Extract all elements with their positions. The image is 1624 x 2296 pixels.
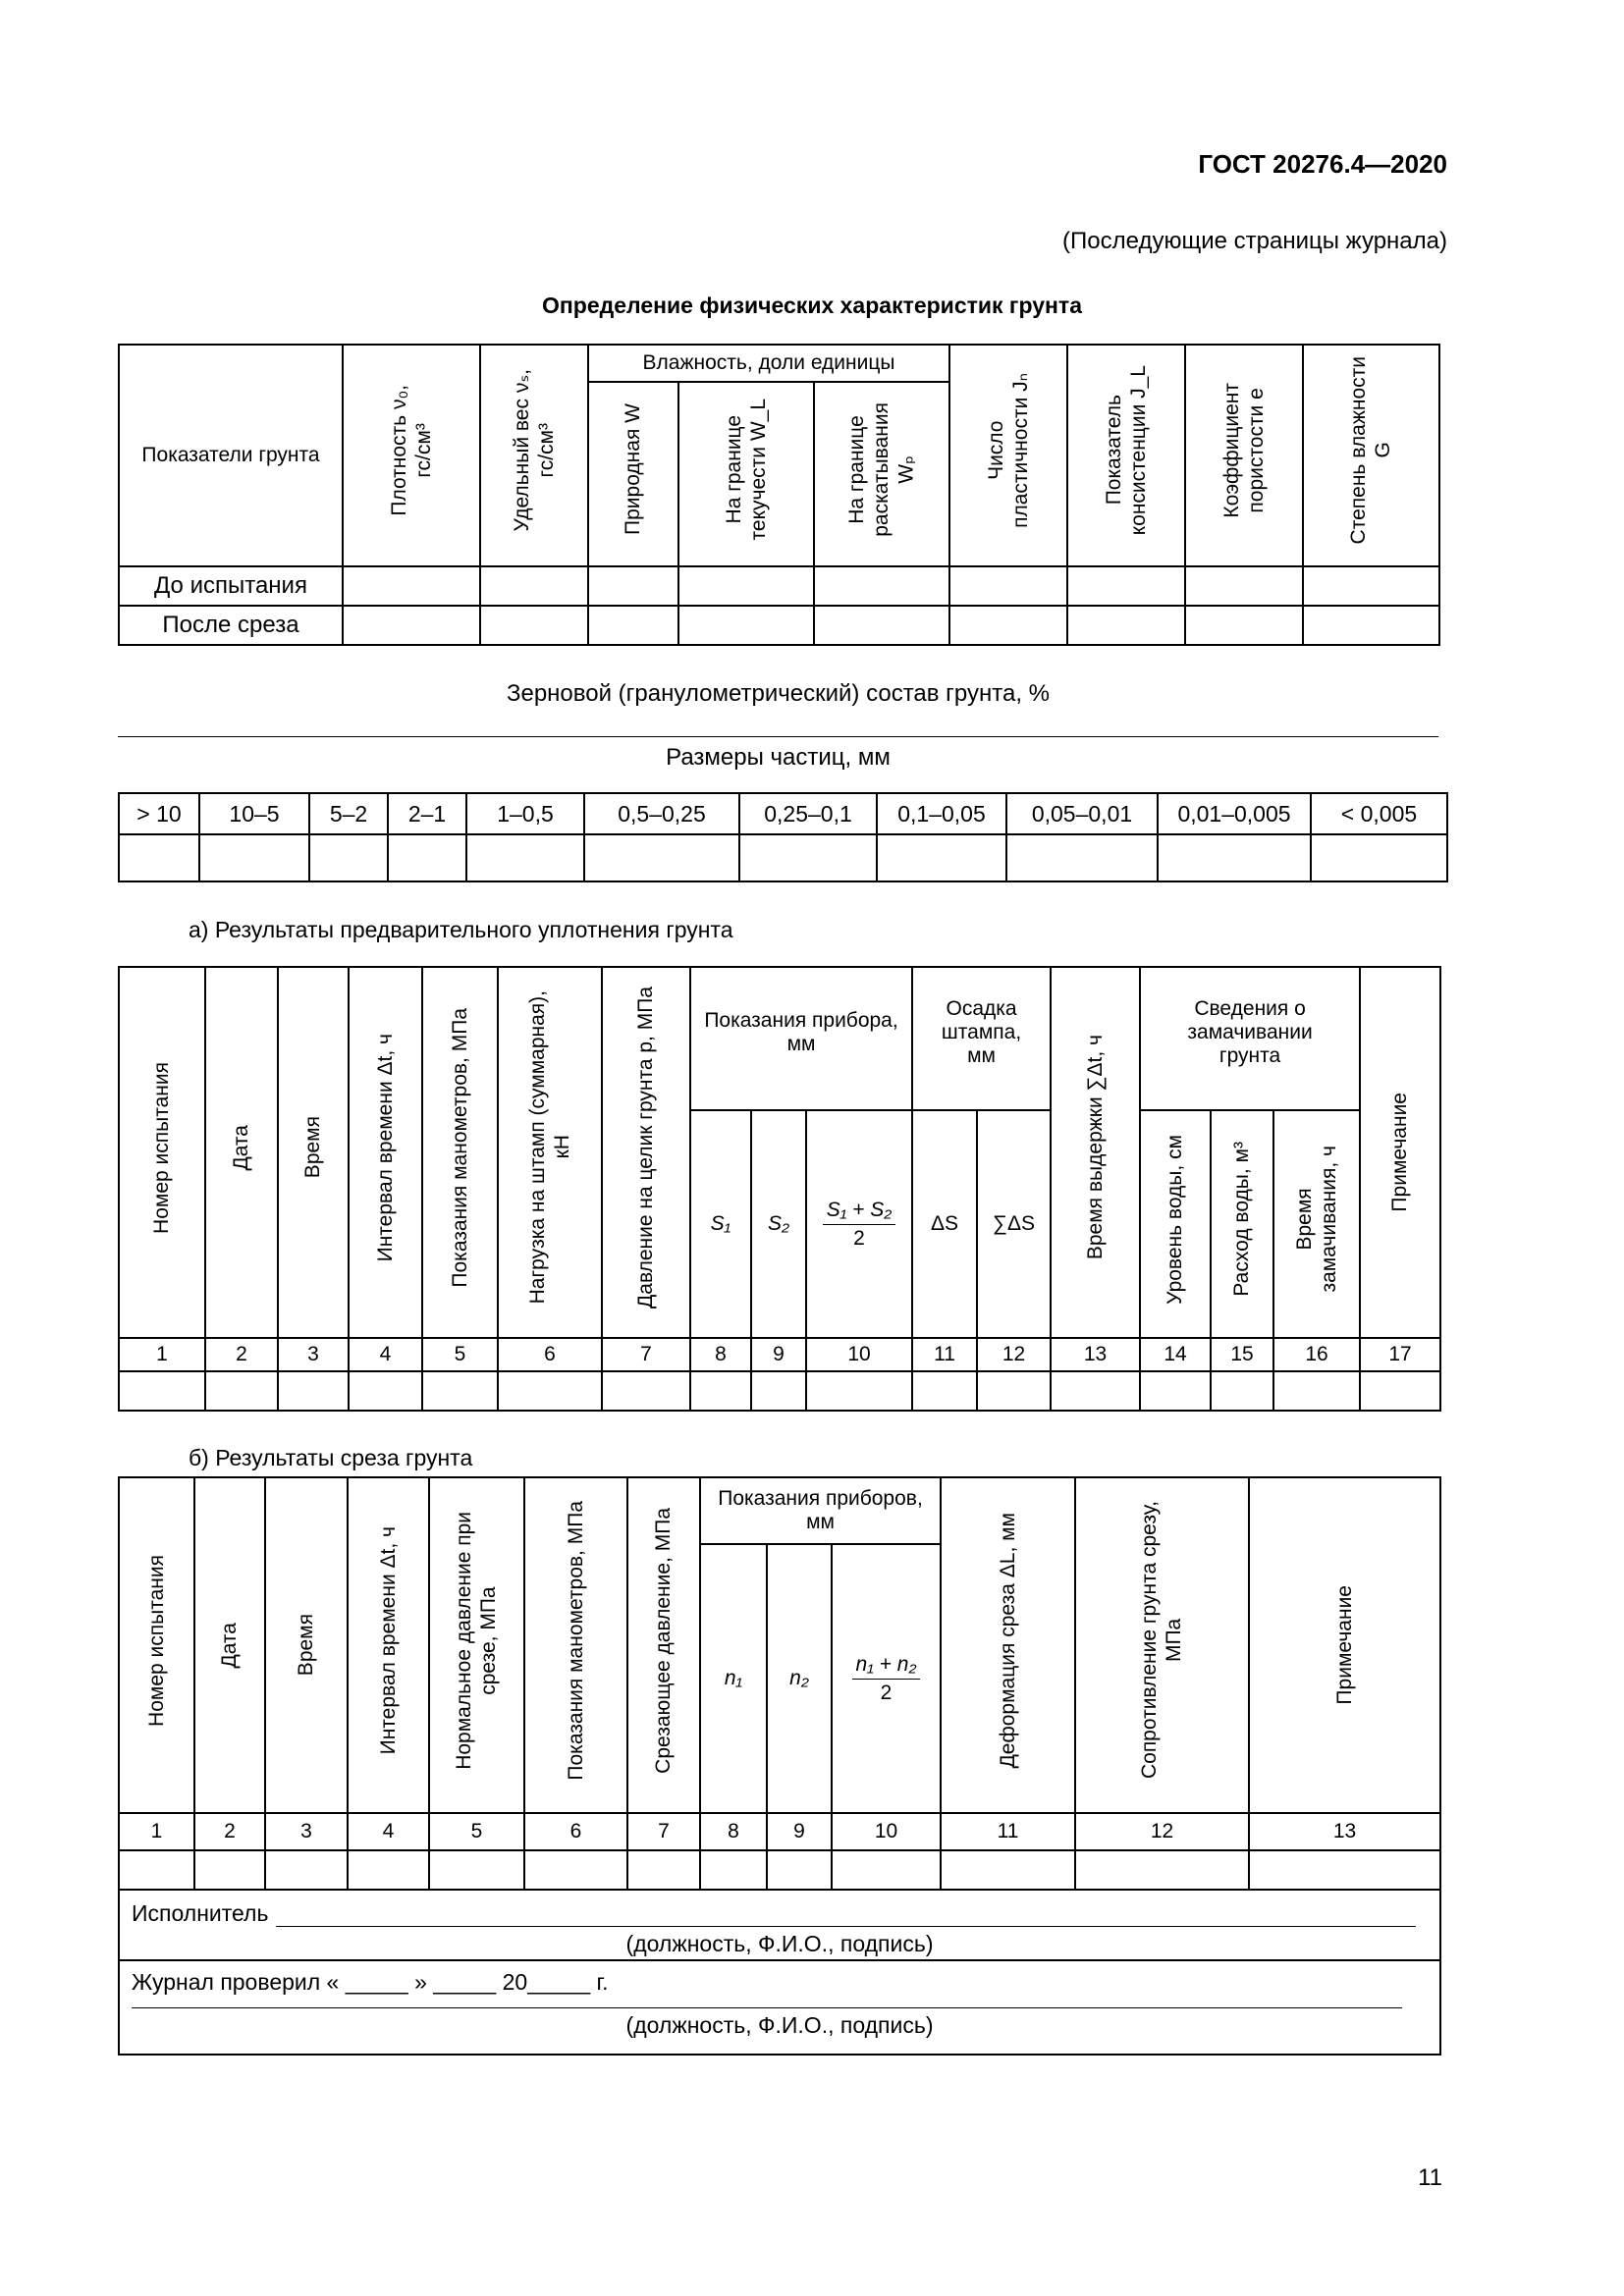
col-hold-time: Время выдержки ∑Δt, ч [1051, 967, 1140, 1338]
col-number: 6 [524, 1813, 627, 1850]
cell[interactable] [588, 566, 678, 606]
col-s2: S₂ [751, 1110, 806, 1338]
cell[interactable] [584, 834, 739, 881]
shear-title: б) Результаты среза грунта [189, 1445, 473, 1470]
fraction: > 10 [119, 793, 199, 834]
col-plasticity: Число пластичности Jₙ [949, 345, 1067, 566]
col-water-level: Уровень воды, см [1140, 1110, 1211, 1338]
cell[interactable] [119, 1850, 194, 1890]
cell[interactable] [1051, 1371, 1140, 1411]
fraction: < 0,005 [1311, 793, 1447, 834]
cell[interactable] [309, 834, 388, 881]
checked-hint: (должность, Ф.И.О., подпись) [625, 2012, 934, 2038]
col-load: Нагрузка на штамп (суммарная), кН [498, 967, 602, 1338]
cell[interactable] [602, 1371, 690, 1411]
cell[interactable] [265, 1850, 348, 1890]
col-time: Время [278, 967, 349, 1338]
row-before: До испытания [119, 566, 343, 606]
col-number: 2 [205, 1338, 278, 1371]
col-test-number: Номер испытания [119, 967, 205, 1338]
col-saturation: Степень влажности G [1303, 345, 1439, 566]
cell[interactable] [1211, 1371, 1273, 1411]
cell[interactable] [678, 566, 814, 606]
fraction: 10–5 [199, 793, 309, 834]
settle-group: Осадка штампа, мм [912, 967, 1051, 1110]
fraction: 0,01–0,005 [1158, 793, 1311, 834]
col-number: 14 [1140, 1338, 1211, 1371]
physical-table [118, 344, 1440, 646]
fraction: 0,05–0,01 [1006, 793, 1158, 834]
checked-label: Журнал проверил « _____ » _____ 20_____ г. [132, 1969, 609, 1995]
col-interval: Интервал времени Δt, ч [349, 967, 422, 1338]
col-number: 10 [806, 1338, 912, 1371]
cell[interactable] [119, 834, 199, 881]
col-plastic: На границе раскатывания Wₚ [814, 382, 949, 566]
cell[interactable] [767, 1850, 832, 1890]
col-number: 8 [690, 1338, 751, 1371]
cell[interactable] [480, 566, 588, 606]
cell[interactable] [524, 1850, 627, 1890]
col-number: 3 [265, 1813, 348, 1850]
col-soak-time: Время замачивания, ч [1273, 1110, 1360, 1338]
col-ds: ΔS [912, 1110, 977, 1338]
col-s1: S₁ [690, 1110, 751, 1338]
col-manometer: Показания манометров, МПа [524, 1477, 627, 1813]
cell[interactable] [466, 834, 584, 881]
col-number: 1 [119, 1813, 194, 1850]
col-number: 8 [700, 1813, 767, 1850]
col-number: 10 [832, 1813, 941, 1850]
device-group: Показания прибора, мм [690, 967, 912, 1110]
cell[interactable] [977, 1371, 1051, 1411]
col-s-mean: $\frac{\text{S₁ + S₂}}{2}$ [806, 1110, 912, 1338]
cell[interactable] [1006, 834, 1158, 881]
cell[interactable] [348, 1850, 429, 1890]
cell[interactable] [1303, 566, 1439, 606]
compaction-title: а) Результаты предварительного уплотнения грунта [189, 917, 733, 942]
fraction: 0,5–0,25 [584, 793, 739, 834]
cell[interactable] [912, 1371, 977, 1411]
col-sum-ds: ∑ΔS [977, 1110, 1051, 1338]
cell[interactable] [429, 1850, 524, 1890]
cell[interactable] [343, 566, 480, 606]
cell[interactable] [949, 566, 1067, 606]
col-specific-weight: Удельный вес νₛ, гс/см³ [480, 345, 588, 566]
checked-line[interactable] [132, 1996, 1402, 2008]
cell[interactable] [199, 834, 309, 881]
col-pressure: Давление на целик грунта p, МПа [602, 967, 690, 1338]
cell[interactable] [349, 1371, 422, 1411]
col-porosity: Коэффициент пористости e [1185, 345, 1303, 566]
col-number: 11 [941, 1813, 1075, 1850]
cell[interactable] [205, 1371, 278, 1411]
col-manometer: Показания манометров, МПа [422, 967, 498, 1338]
col-number: 5 [422, 1338, 498, 1371]
cell[interactable] [480, 606, 588, 645]
col-deformation: Деформация среза ΔL, мм [941, 1477, 1075, 1813]
executor-hint: (должность, Ф.И.О., подпись) [625, 1931, 934, 1956]
col-water-flow: Расход воды, м³ [1211, 1110, 1273, 1338]
cell[interactable] [278, 1371, 349, 1411]
page-subtitle: (Последующие страницы журнала) [1062, 228, 1447, 254]
col-number: 7 [602, 1338, 690, 1371]
cell[interactable] [941, 1850, 1075, 1890]
col-test-number: Номер испытания [119, 1477, 194, 1813]
col-number: 2 [194, 1813, 265, 1850]
cell[interactable] [690, 1371, 751, 1411]
cell[interactable] [814, 606, 949, 645]
col-number: 1 [119, 1338, 205, 1371]
compaction-table [118, 966, 1441, 1412]
col-number: 9 [767, 1813, 832, 1850]
cell[interactable] [877, 834, 1006, 881]
executor-label: Исполнитель [132, 1900, 269, 1926]
soak-group: Сведения о замачивании грунта [1140, 967, 1360, 1110]
col-number: 3 [278, 1338, 349, 1371]
col-indicators: Показатели грунта [119, 345, 343, 566]
fraction: 0,25–0,1 [739, 793, 877, 834]
page-number: 11 [1418, 2164, 1442, 2191]
col-number: 9 [751, 1338, 806, 1371]
cell[interactable] [832, 1850, 941, 1890]
col-normal-pressure: Нормальное давление при срезе, МПа [429, 1477, 524, 1813]
cell[interactable] [1303, 606, 1439, 645]
cell[interactable] [119, 1371, 205, 1411]
cell[interactable] [1075, 1850, 1249, 1890]
row-after: После среза [119, 606, 343, 645]
cell[interactable] [1067, 606, 1185, 645]
cell[interactable] [678, 606, 814, 645]
col-shear-pressure: Срезающее давление, МПа [627, 1477, 700, 1813]
col-number: 13 [1051, 1338, 1140, 1371]
cell[interactable] [388, 834, 466, 881]
shear-table [118, 1476, 1441, 2056]
col-n-mean: $\frac{\text{n₁ + n₂}}{2}$ [832, 1544, 941, 1813]
col-resistance: Сопротивление грунта срезу, МПа [1075, 1477, 1249, 1813]
physical-title: Определение физических характеристик грунта [542, 293, 1082, 318]
cell[interactable] [498, 1371, 602, 1411]
cell[interactable] [1360, 1371, 1440, 1411]
col-number: 17 [1360, 1338, 1440, 1371]
cell[interactable] [949, 606, 1067, 645]
col-date: Дата [205, 967, 278, 1338]
col-number: 16 [1273, 1338, 1360, 1371]
col-interval: Интервал времени Δt, ч [348, 1477, 429, 1813]
device-group: Показания приборов, мм [700, 1477, 941, 1544]
col-number: 15 [1211, 1338, 1273, 1371]
col-note: Примечание [1360, 967, 1440, 1338]
fraction: 2–1 [388, 793, 466, 834]
col-number: 11 [912, 1338, 977, 1371]
col-number: 4 [348, 1813, 429, 1850]
fraction: 0,1–0,05 [877, 793, 1006, 834]
col-density: Плотность ν₀, гс/см³ [343, 345, 480, 566]
cell[interactable] [1067, 566, 1185, 606]
granulometric-title: Зерновой (гранулометрический) состав грунта, % [506, 680, 1051, 707]
col-date: Дата [194, 1477, 265, 1813]
standard-number: ГОСТ 20276.4—2020 [1198, 149, 1447, 179]
fraction: 5–2 [309, 793, 388, 834]
cell[interactable] [1273, 1371, 1360, 1411]
checked-row[interactable] [119, 1960, 1440, 2055]
col-consistency: Показатель консистенции J_L [1067, 345, 1185, 566]
cell[interactable] [1249, 1850, 1440, 1890]
cell[interactable] [751, 1371, 806, 1411]
cell[interactable] [700, 1850, 767, 1890]
cell[interactable] [814, 566, 949, 606]
col-n1: n₁ [700, 1544, 767, 1813]
cell[interactable] [1185, 566, 1303, 606]
cell[interactable] [1185, 606, 1303, 645]
cell[interactable] [1311, 834, 1447, 881]
col-number: 13 [1249, 1813, 1440, 1850]
cell[interactable] [627, 1850, 700, 1890]
cell[interactable] [422, 1371, 498, 1411]
col-natural: Природная W [588, 382, 678, 566]
moisture-group: Влажность, доли единицы [588, 345, 949, 382]
col-number: 5 [429, 1813, 524, 1850]
cell[interactable] [588, 606, 678, 645]
col-time: Время [265, 1477, 348, 1813]
col-number: 4 [349, 1338, 422, 1371]
col-number: 7 [627, 1813, 700, 1850]
col-liquid: На границе текучести W_L [678, 382, 814, 566]
executor-line[interactable] [276, 1904, 1416, 1927]
cell[interactable] [194, 1850, 265, 1890]
cell[interactable] [739, 834, 877, 881]
cell[interactable] [1140, 1371, 1211, 1411]
col-number: 6 [498, 1338, 602, 1371]
executor-row[interactable] [119, 1890, 1440, 1960]
col-number: 12 [977, 1338, 1051, 1371]
col-note: Примечание [1249, 1477, 1440, 1813]
col-n2: n₂ [767, 1544, 832, 1813]
cell[interactable] [1158, 834, 1311, 881]
divider [118, 736, 1438, 737]
cell[interactable] [806, 1371, 912, 1411]
fraction: 1–0,5 [466, 793, 584, 834]
particle-sizes-title: Размеры частиц, мм [666, 744, 891, 771]
cell[interactable] [343, 606, 480, 645]
granulometric-table [118, 792, 1448, 882]
col-number: 12 [1075, 1813, 1249, 1850]
